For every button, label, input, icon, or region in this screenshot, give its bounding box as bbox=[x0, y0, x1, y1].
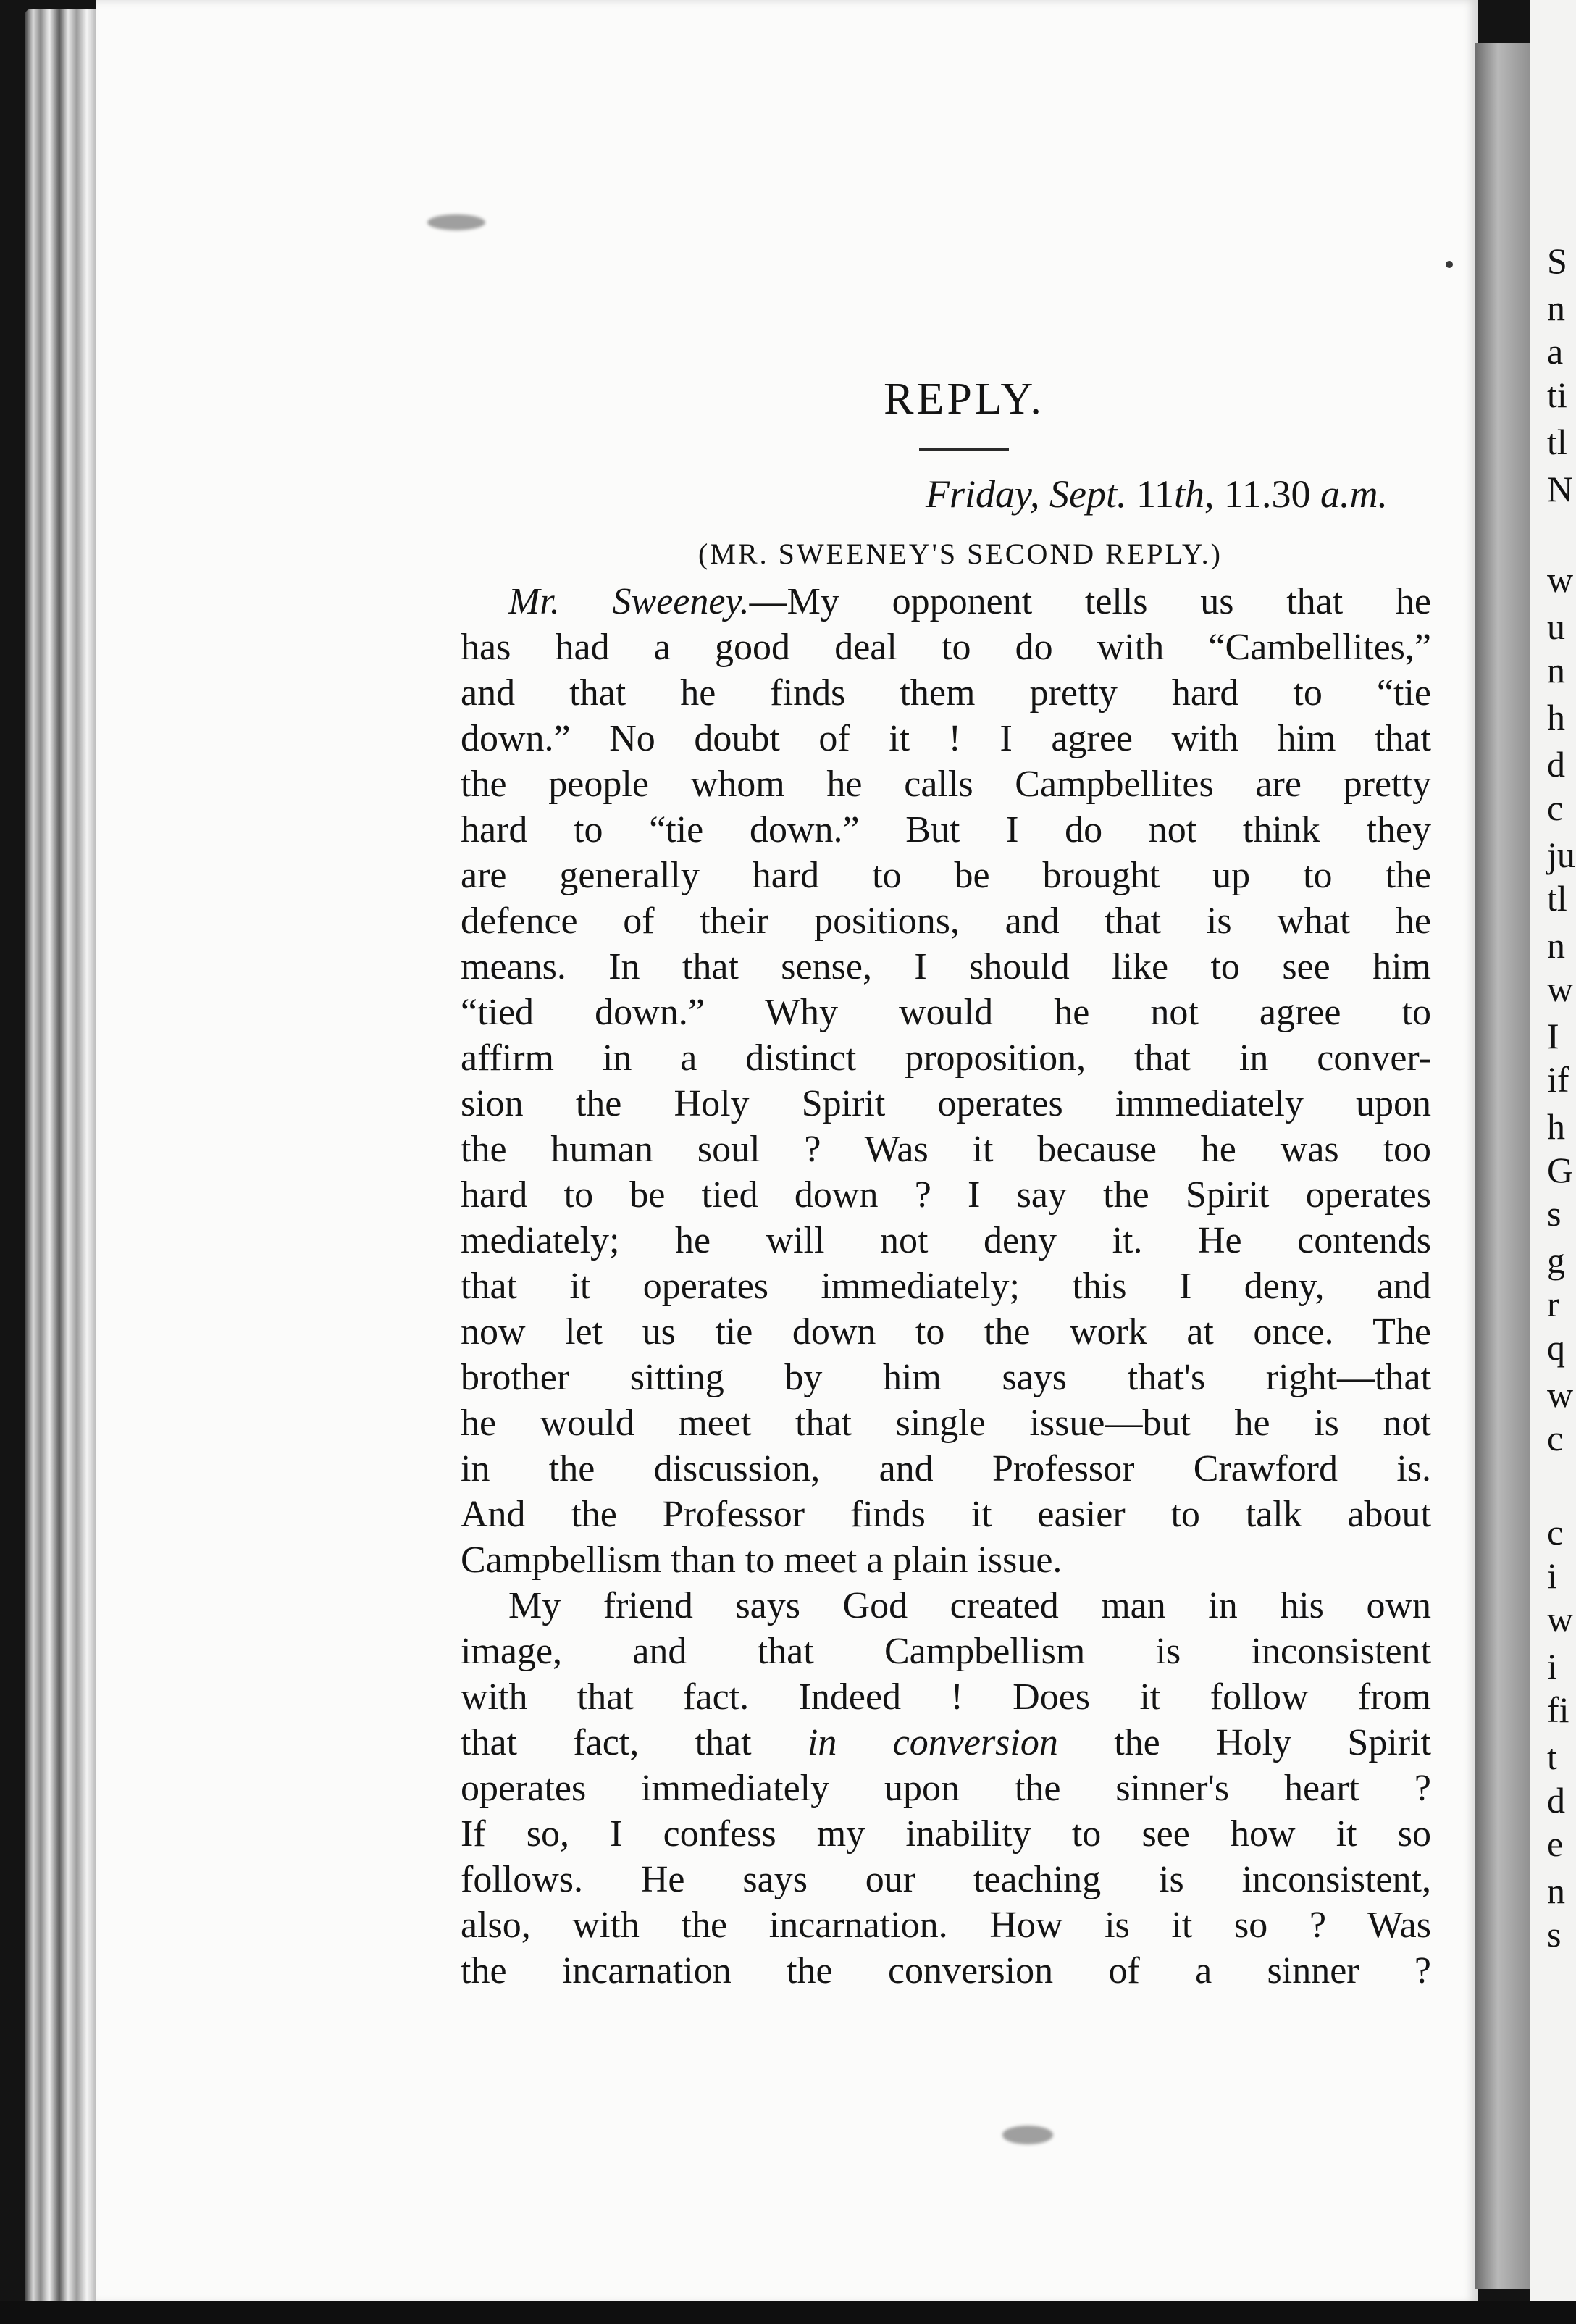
text-line: mediately; he will not deny it. He contends bbox=[461, 1219, 1431, 1261]
facing-page-fragment: n bbox=[1547, 925, 1565, 966]
facing-page-fragment: t bbox=[1547, 1736, 1557, 1777]
text-line: And the Professor finds it easier to talk about bbox=[461, 1493, 1431, 1535]
facing-page-fragment: q bbox=[1547, 1327, 1565, 1368]
text-line: affirm in a distinct proposition, that in conver- bbox=[461, 1037, 1431, 1079]
facing-page-fragment: w bbox=[1547, 1599, 1574, 1639]
facing-page-fragment: h bbox=[1547, 1106, 1565, 1147]
text-line: also, with the incarnation. How is it so ? Was bbox=[461, 1904, 1431, 1946]
text-line: that it operates immediately; this I deny, and bbox=[461, 1265, 1431, 1307]
facing-page-fragment: n bbox=[1547, 650, 1565, 690]
facing-page-fragment: N bbox=[1547, 469, 1574, 509]
text-line bbox=[461, 1720, 1431, 1765]
dateline-time: 11.30 bbox=[1224, 472, 1311, 516]
text-line: now let us tie down to the work at once. The bbox=[461, 1311, 1431, 1353]
text-line: follows. He says our teaching is inconsistent, bbox=[461, 1858, 1431, 1900]
text-line: sion the Holy Spirit operates immediately upon bbox=[461, 1082, 1431, 1124]
text-line: down.” No doubt of it ! I agree with him that bbox=[461, 717, 1431, 759]
text-line: he would meet that single issue—but he is not bbox=[461, 1402, 1431, 1444]
text-line: the human soul ? Was it because he was too bbox=[461, 1128, 1431, 1170]
speaker-name: Mr. Sweeney. bbox=[508, 580, 750, 622]
facing-page-fragment: w bbox=[1547, 559, 1574, 600]
facing-page-fragment: tl bbox=[1547, 878, 1567, 919]
text-line: with that fact. Indeed ! Does it follow from bbox=[461, 1676, 1431, 1718]
text-line: Campbellism than to meet a plain issue. bbox=[461, 1539, 1062, 1581]
facing-page-fragment: G bbox=[1547, 1150, 1574, 1190]
scan-bottom-edge bbox=[0, 2301, 1576, 2324]
facing-page-fragment: tl bbox=[1547, 422, 1567, 462]
ink-dot bbox=[1446, 261, 1453, 268]
facing-page-fragment: s bbox=[1547, 1193, 1562, 1234]
emphasis-text: in conversion bbox=[807, 1721, 1058, 1763]
text-line: defence of their positions, and that is what he bbox=[461, 900, 1431, 942]
facing-page-fragment: a bbox=[1547, 331, 1564, 372]
book-page-edges bbox=[25, 9, 97, 2310]
facing-page-fragment: ti bbox=[1547, 375, 1567, 415]
text-line: has had a good deal to do with “Cambellites,” bbox=[461, 626, 1431, 668]
dateline bbox=[461, 471, 1431, 518]
facing-page-fragment: ju bbox=[1547, 835, 1575, 875]
facing-page-fragment: i bbox=[1547, 1555, 1557, 1596]
heading-rule bbox=[919, 448, 1009, 451]
text-line: If so, I confess my inability to see how it so bbox=[461, 1813, 1431, 1855]
line-text: —My opponent tells us that he bbox=[749, 580, 1431, 622]
text-line bbox=[461, 579, 1431, 624]
section-heading: REPLY. bbox=[884, 375, 1044, 424]
text-line: means. In that sense, I should like to see him bbox=[461, 945, 1431, 987]
dateline-day: Friday, Sept. bbox=[926, 472, 1127, 516]
book-gutter bbox=[1475, 43, 1533, 2289]
facing-page-fragment: e bbox=[1547, 1823, 1564, 1864]
facing-page-fragment: s bbox=[1547, 1914, 1562, 1955]
facing-page-fragment: d bbox=[1547, 744, 1565, 785]
facing-page-fragment: c bbox=[1547, 787, 1564, 828]
paragraph-1 bbox=[461, 579, 1431, 1583]
text-line: “tied down.” Why would he not agree to bbox=[461, 991, 1431, 1033]
paragraph-2 bbox=[461, 1583, 1431, 1994]
facing-page-fragment: c bbox=[1547, 1512, 1564, 1552]
ink-smudge-bottom bbox=[1002, 2126, 1053, 2144]
facing-page-fragment: S bbox=[1547, 241, 1567, 281]
facing-page-fragment: w bbox=[1547, 969, 1574, 1009]
facing-page-fragment: w bbox=[1547, 1374, 1574, 1415]
text-line: operates immediately upon the sinner's heart ? bbox=[461, 1767, 1431, 1809]
text-line: the people whom he calls Campbellites are pretty bbox=[461, 763, 1431, 805]
facing-page-fragment: u bbox=[1547, 606, 1565, 647]
facing-page-fragment: if bbox=[1547, 1059, 1569, 1100]
text-line: are generally hard to be brought up to the bbox=[461, 854, 1431, 896]
ink-smudge-top bbox=[427, 214, 485, 230]
text-line: hard to be tied down ? I say the Spirit operates bbox=[461, 1174, 1431, 1216]
facing-page-fragment: I bbox=[1547, 1016, 1559, 1056]
text-line: in the discussion, and Professor Crawford is. bbox=[461, 1447, 1431, 1489]
facing-page-fragment: fi bbox=[1547, 1689, 1569, 1730]
text-line: brother sitting by him says that's right—that bbox=[461, 1356, 1431, 1398]
text-line: the incarnation the conversion of a sinner ? bbox=[461, 1949, 1431, 1991]
text-line: hard to “tie down.” But I do not think they bbox=[461, 808, 1431, 850]
line-text: that fact, that bbox=[461, 1721, 752, 1763]
facing-page-fragment: d bbox=[1547, 1780, 1565, 1821]
facing-page-fragment: h bbox=[1547, 697, 1565, 737]
page-text bbox=[461, 377, 1431, 1994]
dateline-ampm: a.m. bbox=[1320, 472, 1388, 516]
facing-page-fragment: i bbox=[1547, 1646, 1557, 1686]
dateline-date: 11th, bbox=[1136, 472, 1215, 516]
text-line: My friend says God created man in his own bbox=[508, 1584, 1431, 1626]
facing-page-edge bbox=[1530, 0, 1576, 2324]
facing-page-fragment: c bbox=[1547, 1418, 1564, 1458]
facing-page-fragment: r bbox=[1547, 1284, 1559, 1324]
line-text: the Holy Spirit bbox=[1114, 1721, 1431, 1763]
facing-page-fragment: n bbox=[1547, 288, 1565, 328]
facing-page-fragment: n bbox=[1547, 1871, 1565, 1911]
text-line: image, and that Campbellism is inconsistent bbox=[461, 1630, 1431, 1672]
subheading: (MR. SWEENEY'S SECOND REPLY.) bbox=[698, 537, 1223, 570]
text-line: and that he finds them pretty hard to “tie bbox=[461, 672, 1431, 714]
facing-page-fragment: g bbox=[1547, 1240, 1565, 1281]
